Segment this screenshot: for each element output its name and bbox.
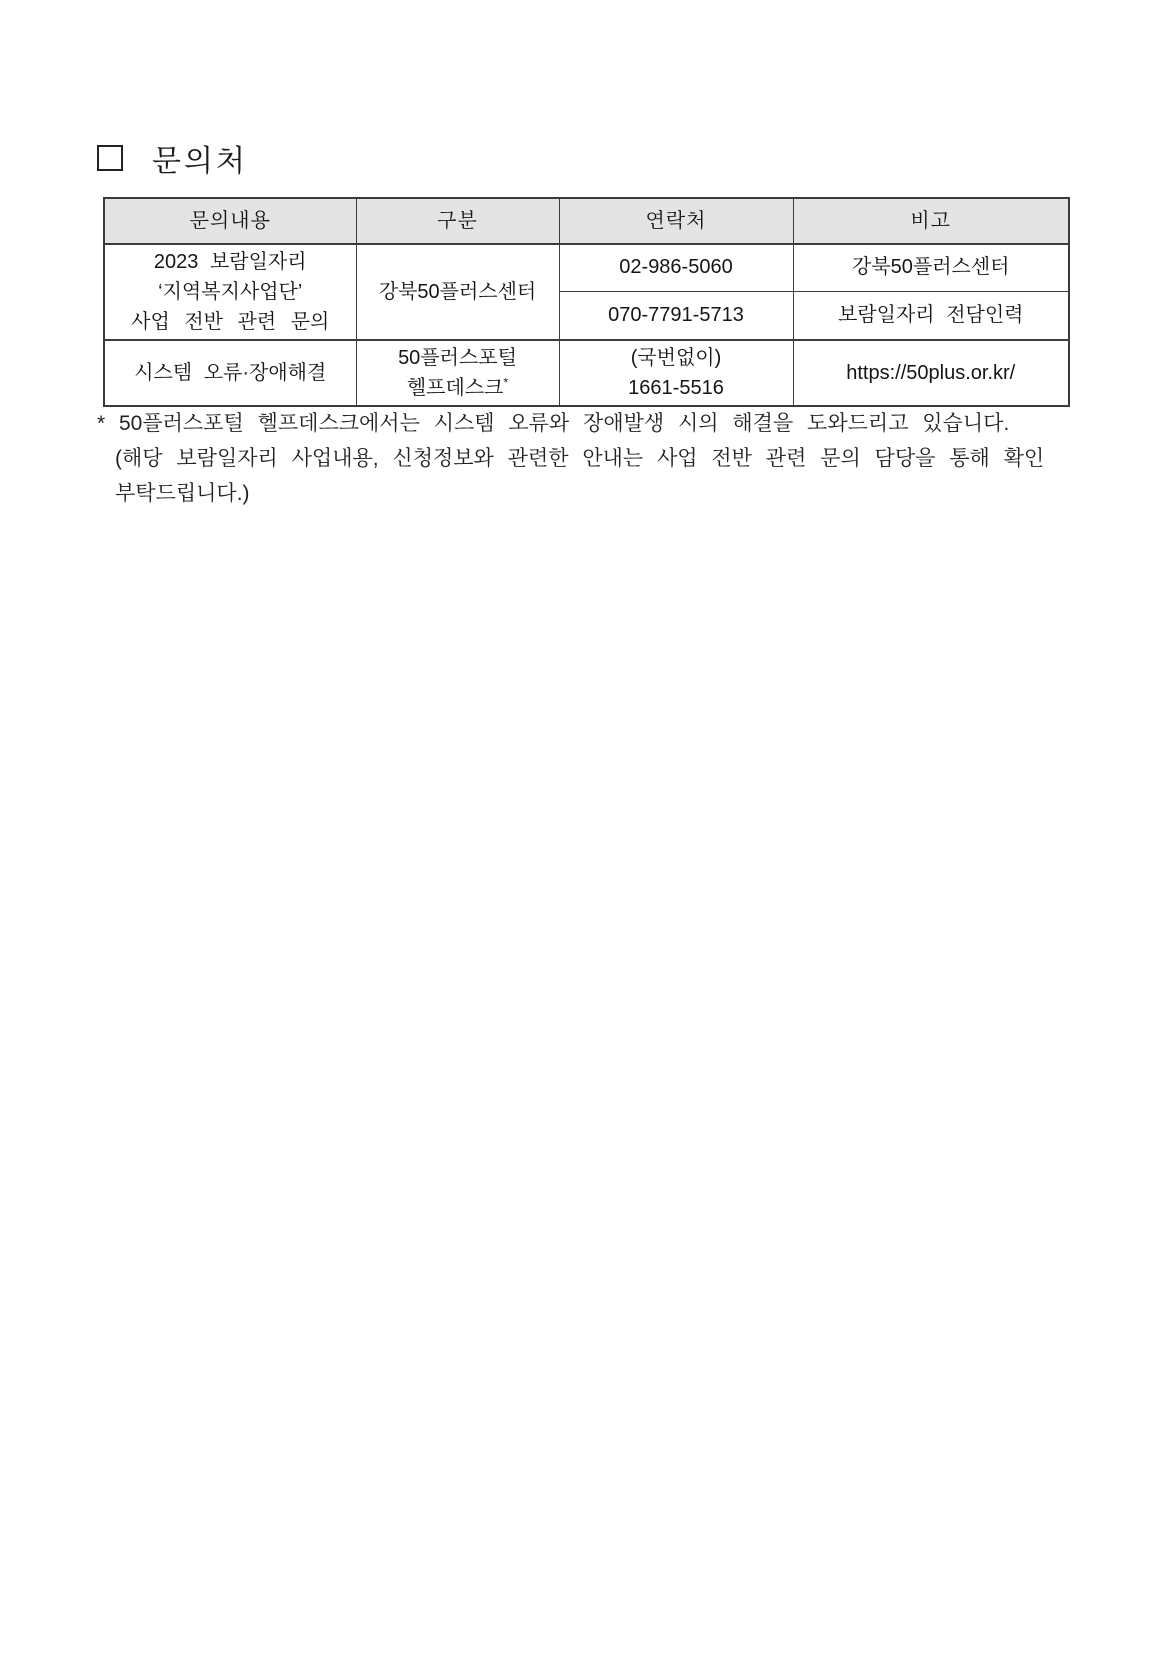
cell-inquiry-system-error: 시스템 오류·장애해결 bbox=[104, 340, 356, 406]
cell-note-2: 보람일자리 전담인력 bbox=[793, 291, 1069, 340]
cell-inquiry-program: 2023 보람일자리 ‘지역복지사업단’ 사업 전반 관련 문의 bbox=[104, 244, 356, 340]
footnote-line-1: * 50플러스포털 헬프데스크에서는 시스템 오류와 장애발생 시의 해결을 도와드리고 있습니다. bbox=[97, 412, 1010, 435]
table-header-row bbox=[104, 198, 1069, 244]
table-row bbox=[104, 244, 1069, 291]
footnote bbox=[97, 406, 1097, 511]
column-header-category: 구분 bbox=[356, 198, 559, 244]
section-heading bbox=[97, 136, 248, 180]
cell-category-center: 강북50플러스센터 bbox=[356, 244, 559, 340]
column-header-inquiry: 문의내용 bbox=[104, 198, 356, 244]
cell-category-helpdesk: 50플러스포털 헬프데스크* bbox=[356, 340, 559, 406]
footnote-line-2: (해당 보람일자리 사업내용, 신청정보와 관련한 안내는 사업 전반 관련 문의 담당을 통해 확인 bbox=[115, 447, 1045, 470]
cell-note-1: 강북50플러스센터 bbox=[793, 244, 1069, 291]
cell-phone-2: 070-7791-5713 bbox=[559, 291, 793, 340]
page-title: 문의처 bbox=[152, 145, 248, 178]
cell-note-url: https://50plus.or.kr/ bbox=[793, 340, 1069, 406]
column-header-contact: 연락처 bbox=[559, 198, 793, 244]
cell-phone-1: 02-986-5060 bbox=[559, 244, 793, 291]
footnote-marker: * bbox=[503, 375, 509, 390]
table-row bbox=[104, 340, 1069, 406]
footnote-line-3: 부탁드립니다.) bbox=[115, 482, 250, 505]
square-bullet-icon bbox=[97, 145, 123, 171]
column-header-note: 비고 bbox=[793, 198, 1069, 244]
contacts-table bbox=[103, 197, 1070, 407]
cell-phone-3: (국번없이) 1661-5516 bbox=[559, 340, 793, 406]
